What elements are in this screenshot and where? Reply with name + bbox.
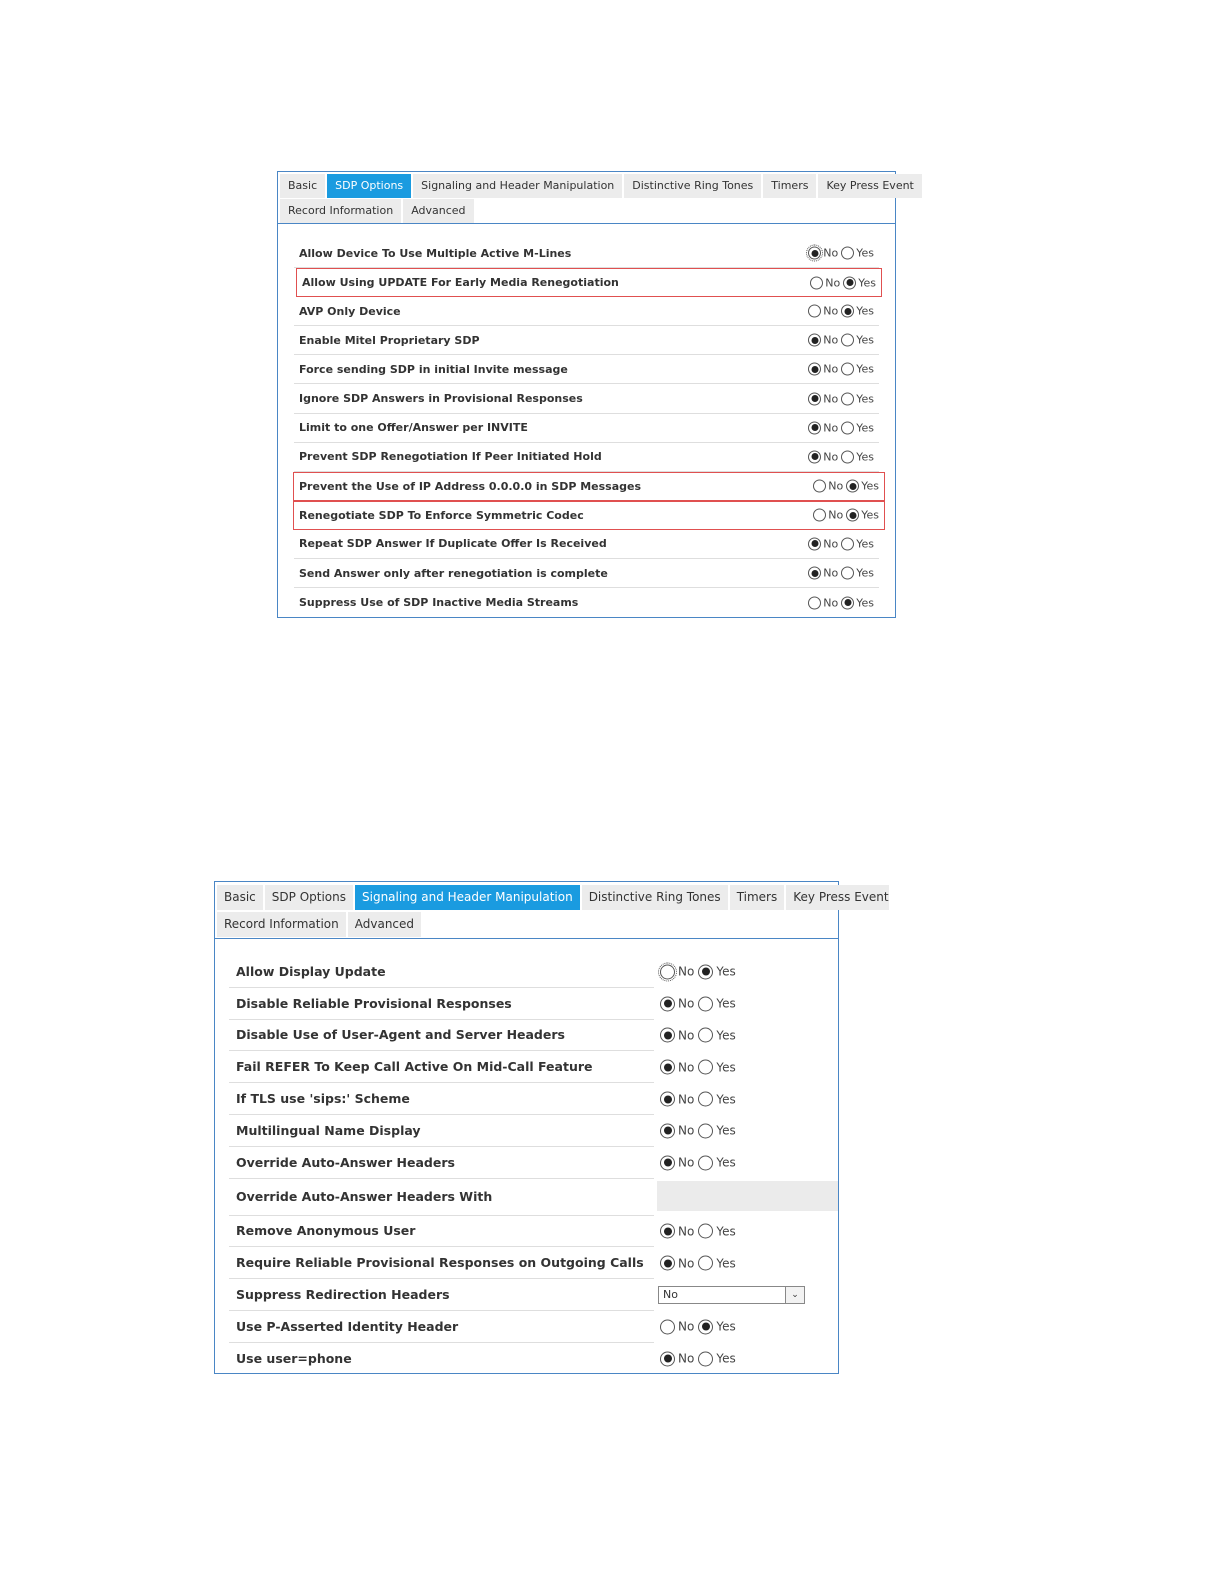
radio-no-label: No (823, 450, 839, 464)
tab-advanced[interactable]: Advanced (403, 199, 475, 223)
yes-no-radio-group (808, 247, 877, 260)
setting-row-highlighted (296, 268, 882, 297)
setting-label: Disable Reliable Provisional Responses (236, 995, 512, 1011)
radio-yes[interactable] (843, 276, 856, 289)
radio-yes-label: Yes (716, 1123, 736, 1138)
setting-label: Override Auto-Answer Headers With (236, 1189, 493, 1205)
radio-no[interactable] (810, 276, 823, 289)
setting-label: Suppress Use of SDP Inactive Media Streams (299, 596, 579, 610)
radio-no[interactable] (660, 1028, 675, 1043)
radio-no-label: No (678, 964, 695, 979)
radio-no-label: No (823, 421, 839, 435)
radio-yes-label: Yes (856, 246, 874, 260)
select-value: No (663, 1288, 678, 1302)
setting-label: Multilingual Name Display (236, 1122, 421, 1138)
setting-row (229, 1216, 838, 1248)
tab-signaling-header-manipulation[interactable]: Signaling and Header Manipulation (413, 174, 624, 198)
radio-no[interactable] (660, 1155, 675, 1170)
tab-signaling-header-manipulation[interactable]: Signaling and Header Manipulation (355, 885, 582, 910)
radio-no-label: No (823, 596, 839, 610)
radio-no-label: No (678, 1351, 695, 1366)
radio-yes[interactable] (846, 509, 859, 522)
radio-yes-label: Yes (856, 421, 874, 435)
setting-row (294, 239, 879, 268)
radio-no-label: No (678, 1060, 695, 1075)
radio-yes[interactable] (841, 596, 854, 609)
tab-timers[interactable]: Timers (763, 174, 818, 198)
radio-no-label: No (678, 1319, 695, 1334)
radio-yes-label: Yes (856, 596, 874, 610)
setting-row (229, 1115, 838, 1147)
radio-yes[interactable] (841, 537, 854, 550)
radio-no[interactable] (808, 247, 821, 260)
tab-sdp-options[interactable]: SDP Options (327, 174, 413, 198)
setting-label: If TLS use 'sips:' Scheme (236, 1091, 410, 1107)
tab-distinctive-ring-tones[interactable]: Distinctive Ring Tones (624, 174, 763, 198)
radio-no-label: No (823, 537, 839, 551)
setting-label: Prevent SDP Renegotiation If Peer Initiated Hold (299, 450, 602, 464)
tab-key-press-event[interactable]: Key Press Event (786, 885, 888, 910)
tab-timers[interactable]: Timers (730, 885, 787, 910)
setting-row (229, 1147, 838, 1179)
tab-record-information[interactable]: Record Information (217, 912, 348, 937)
setting-label: Limit to one Offer/Answer per INVITE (299, 421, 528, 435)
setting-label: Enable Mitel Proprietary SDP (299, 333, 480, 347)
yes-no-radio-group (660, 964, 740, 979)
yes-no-radio-group (808, 334, 877, 347)
yes-no-radio-group (660, 1256, 740, 1271)
setting-label: Remove Anonymous User (236, 1223, 416, 1239)
setting-label: Repeat SDP Answer If Duplicate Offer Is Received (299, 537, 607, 551)
radio-no-label: No (823, 566, 839, 580)
radio-yes[interactable] (841, 334, 854, 347)
radio-no-label: No (678, 1028, 695, 1043)
radio-no-label: No (823, 304, 839, 318)
yes-no-radio-group (808, 596, 877, 609)
radio-no-label: No (678, 1224, 695, 1239)
radio-yes-label: Yes (856, 304, 874, 318)
radio-yes[interactable] (698, 964, 713, 979)
radio-no-label: No (828, 479, 844, 493)
yes-no-radio-group (808, 450, 877, 463)
radio-no-label: No (678, 1155, 695, 1170)
yes-no-radio-group (808, 537, 877, 550)
radio-yes-label: Yes (856, 537, 874, 551)
tab-key-press-event[interactable]: Key Press Event (818, 174, 923, 198)
chevron-down-icon[interactable]: ⌄ (785, 1287, 804, 1303)
radio-yes-label: Yes (856, 333, 874, 347)
tab-advanced[interactable]: Advanced (348, 912, 423, 937)
radio-yes-label: Yes (716, 1155, 736, 1170)
radio-yes-label: Yes (716, 1256, 736, 1271)
radio-yes-label: Yes (716, 1319, 736, 1334)
yes-no-radio-group (660, 996, 740, 1011)
radio-yes[interactable] (698, 1351, 713, 1366)
setting-row (294, 443, 879, 472)
setting-row (294, 530, 879, 559)
radio-no[interactable] (660, 1123, 675, 1138)
setting-label: Use user=phone (236, 1351, 352, 1367)
setting-row (294, 355, 879, 384)
radio-no-label: No (823, 246, 839, 260)
setting-row (229, 1279, 838, 1311)
setting-row (229, 956, 838, 988)
radio-no[interactable] (660, 1319, 675, 1334)
setting-row (294, 297, 879, 326)
radio-no[interactable] (660, 1060, 675, 1075)
radio-yes[interactable] (698, 1155, 713, 1170)
radio-yes-label: Yes (716, 1224, 736, 1239)
radio-yes-label: Yes (856, 392, 874, 406)
setting-label: Override Auto-Answer Headers (236, 1154, 455, 1170)
yes-no-radio-group (808, 363, 877, 376)
radio-yes[interactable] (698, 1092, 713, 1107)
yes-no-radio-group (813, 509, 882, 522)
setting-label: Allow Using UPDATE For Early Media Renegotiation (302, 276, 619, 290)
yes-no-radio-group (808, 305, 877, 318)
radio-no[interactable] (808, 567, 821, 580)
tab-bar (278, 172, 914, 224)
radio-no[interactable] (808, 421, 821, 434)
setting-label: Allow Device To Use Multiple Active M-Lines (299, 246, 572, 260)
setting-label: Force sending SDP in initial Invite message (299, 362, 568, 376)
radio-yes[interactable] (841, 421, 854, 434)
setting-label: Disable Use of User-Agent and Server Headers (236, 1027, 565, 1043)
setting-row (229, 1179, 838, 1216)
radio-yes-label: Yes (861, 508, 879, 522)
radio-yes-label: Yes (716, 1060, 736, 1075)
radio-no[interactable] (808, 596, 821, 609)
radio-no[interactable] (660, 1092, 675, 1107)
setting-row (294, 384, 879, 413)
yes-no-radio-group (660, 1060, 740, 1075)
radio-yes[interactable] (841, 305, 854, 318)
radio-no[interactable] (660, 964, 675, 979)
radio-no-label: No (678, 996, 695, 1011)
radio-yes[interactable] (698, 1028, 713, 1043)
settings-list (278, 239, 895, 617)
radio-no-label: No (678, 1123, 695, 1138)
yes-no-radio-group (808, 567, 877, 580)
radio-no[interactable] (813, 509, 826, 522)
radio-no[interactable] (808, 537, 821, 550)
radio-no-label: No (828, 508, 844, 522)
setting-label: AVP Only Device (299, 304, 401, 318)
setting-label: Prevent the Use of IP Address 0.0.0.0 in SDP Messages (299, 479, 642, 493)
radio-yes[interactable] (698, 1060, 713, 1075)
sdp-options-panel (277, 171, 914, 618)
radio-no[interactable] (808, 450, 821, 463)
radio-no[interactable] (808, 363, 821, 376)
radio-yes-label: Yes (858, 276, 876, 290)
setting-label: Suppress Redirection Headers (236, 1287, 450, 1303)
radio-no[interactable] (660, 1256, 675, 1271)
signaling-header-panel (214, 881, 889, 1374)
radio-yes[interactable] (698, 1224, 713, 1239)
tab-basic[interactable]: Basic (217, 885, 265, 910)
setting-label: Send Answer only after renegotiation is complete (299, 566, 608, 580)
tab-bar (215, 882, 889, 939)
setting-label: Use P-Asserted Identity Header (236, 1318, 459, 1334)
radio-no[interactable] (660, 996, 675, 1011)
radio-yes[interactable] (698, 1256, 713, 1271)
radio-no[interactable] (808, 392, 821, 405)
setting-row (229, 1311, 838, 1343)
tab-sdp-options[interactable]: SDP Options (265, 885, 355, 910)
setting-row (229, 988, 838, 1020)
settings-list (215, 956, 838, 1375)
setting-label: Fail REFER To Keep Call Active On Mid-Call Feature (236, 1059, 593, 1075)
radio-yes[interactable] (698, 996, 713, 1011)
radio-no-label: No (825, 276, 841, 290)
radio-no[interactable] (808, 305, 821, 318)
radio-no-label: No (823, 333, 839, 347)
setting-row (294, 588, 879, 617)
yes-no-radio-group (660, 1224, 740, 1239)
radio-yes-label: Yes (856, 450, 874, 464)
radio-no-label: No (678, 1092, 695, 1107)
tab-basic[interactable]: Basic (280, 174, 327, 198)
setting-row (229, 1020, 838, 1052)
radio-no-label: No (823, 392, 839, 406)
tab-record-information[interactable]: Record Information (280, 199, 403, 223)
radio-no-label: No (678, 1256, 695, 1271)
radio-yes-label: Yes (861, 479, 879, 493)
yes-no-radio-group (660, 1155, 740, 1170)
radio-no-label: No (823, 362, 839, 376)
radio-yes[interactable] (698, 1319, 713, 1334)
radio-yes-label: Yes (716, 964, 736, 979)
yes-no-radio-group (810, 276, 879, 289)
setting-label: Require Reliable Provisional Responses on Outgoing Calls (236, 1255, 644, 1271)
radio-no[interactable] (813, 480, 826, 493)
radio-yes[interactable] (841, 567, 854, 580)
radio-no[interactable] (808, 334, 821, 347)
setting-row (229, 1247, 838, 1279)
yes-no-radio-group (808, 421, 877, 434)
setting-label: Renegotiate SDP To Enforce Symmetric Codec (299, 508, 584, 522)
yes-no-radio-group (660, 1028, 740, 1043)
suppress-redirection-headers-select[interactable] (658, 1286, 805, 1304)
setting-row (229, 1083, 838, 1115)
radio-yes[interactable] (841, 363, 854, 376)
radio-no[interactable] (660, 1351, 675, 1366)
radio-yes-label: Yes (716, 1351, 736, 1366)
radio-yes-label: Yes (856, 362, 874, 376)
radio-yes[interactable] (698, 1123, 713, 1138)
tab-distinctive-ring-tones[interactable]: Distinctive Ring Tones (582, 885, 730, 910)
override-auto-answer-headers-field[interactable] (657, 1181, 838, 1211)
setting-row-highlighted (293, 472, 885, 501)
setting-label: Allow Display Update (236, 963, 386, 979)
yes-no-radio-group (808, 392, 877, 405)
radio-yes-label: Yes (716, 996, 736, 1011)
yes-no-radio-group (660, 1123, 740, 1138)
yes-no-radio-group (813, 480, 882, 493)
radio-yes[interactable] (846, 480, 859, 493)
setting-row (294, 326, 879, 355)
setting-row (294, 414, 879, 443)
yes-no-radio-group (660, 1092, 740, 1107)
yes-no-radio-group (660, 1351, 740, 1366)
radio-yes-label: Yes (856, 566, 874, 580)
setting-row (294, 559, 879, 588)
radio-yes[interactable] (841, 392, 854, 405)
yes-no-radio-group (660, 1319, 740, 1334)
setting-label: Ignore SDP Answers in Provisional Responses (299, 392, 583, 406)
setting-row (229, 1051, 838, 1083)
radio-yes[interactable] (841, 247, 854, 260)
radio-no[interactable] (660, 1224, 675, 1239)
radio-yes-label: Yes (716, 1028, 736, 1043)
setting-row (229, 1343, 838, 1375)
setting-row-highlighted (293, 501, 885, 530)
radio-yes[interactable] (841, 450, 854, 463)
radio-yes-label: Yes (716, 1092, 736, 1107)
